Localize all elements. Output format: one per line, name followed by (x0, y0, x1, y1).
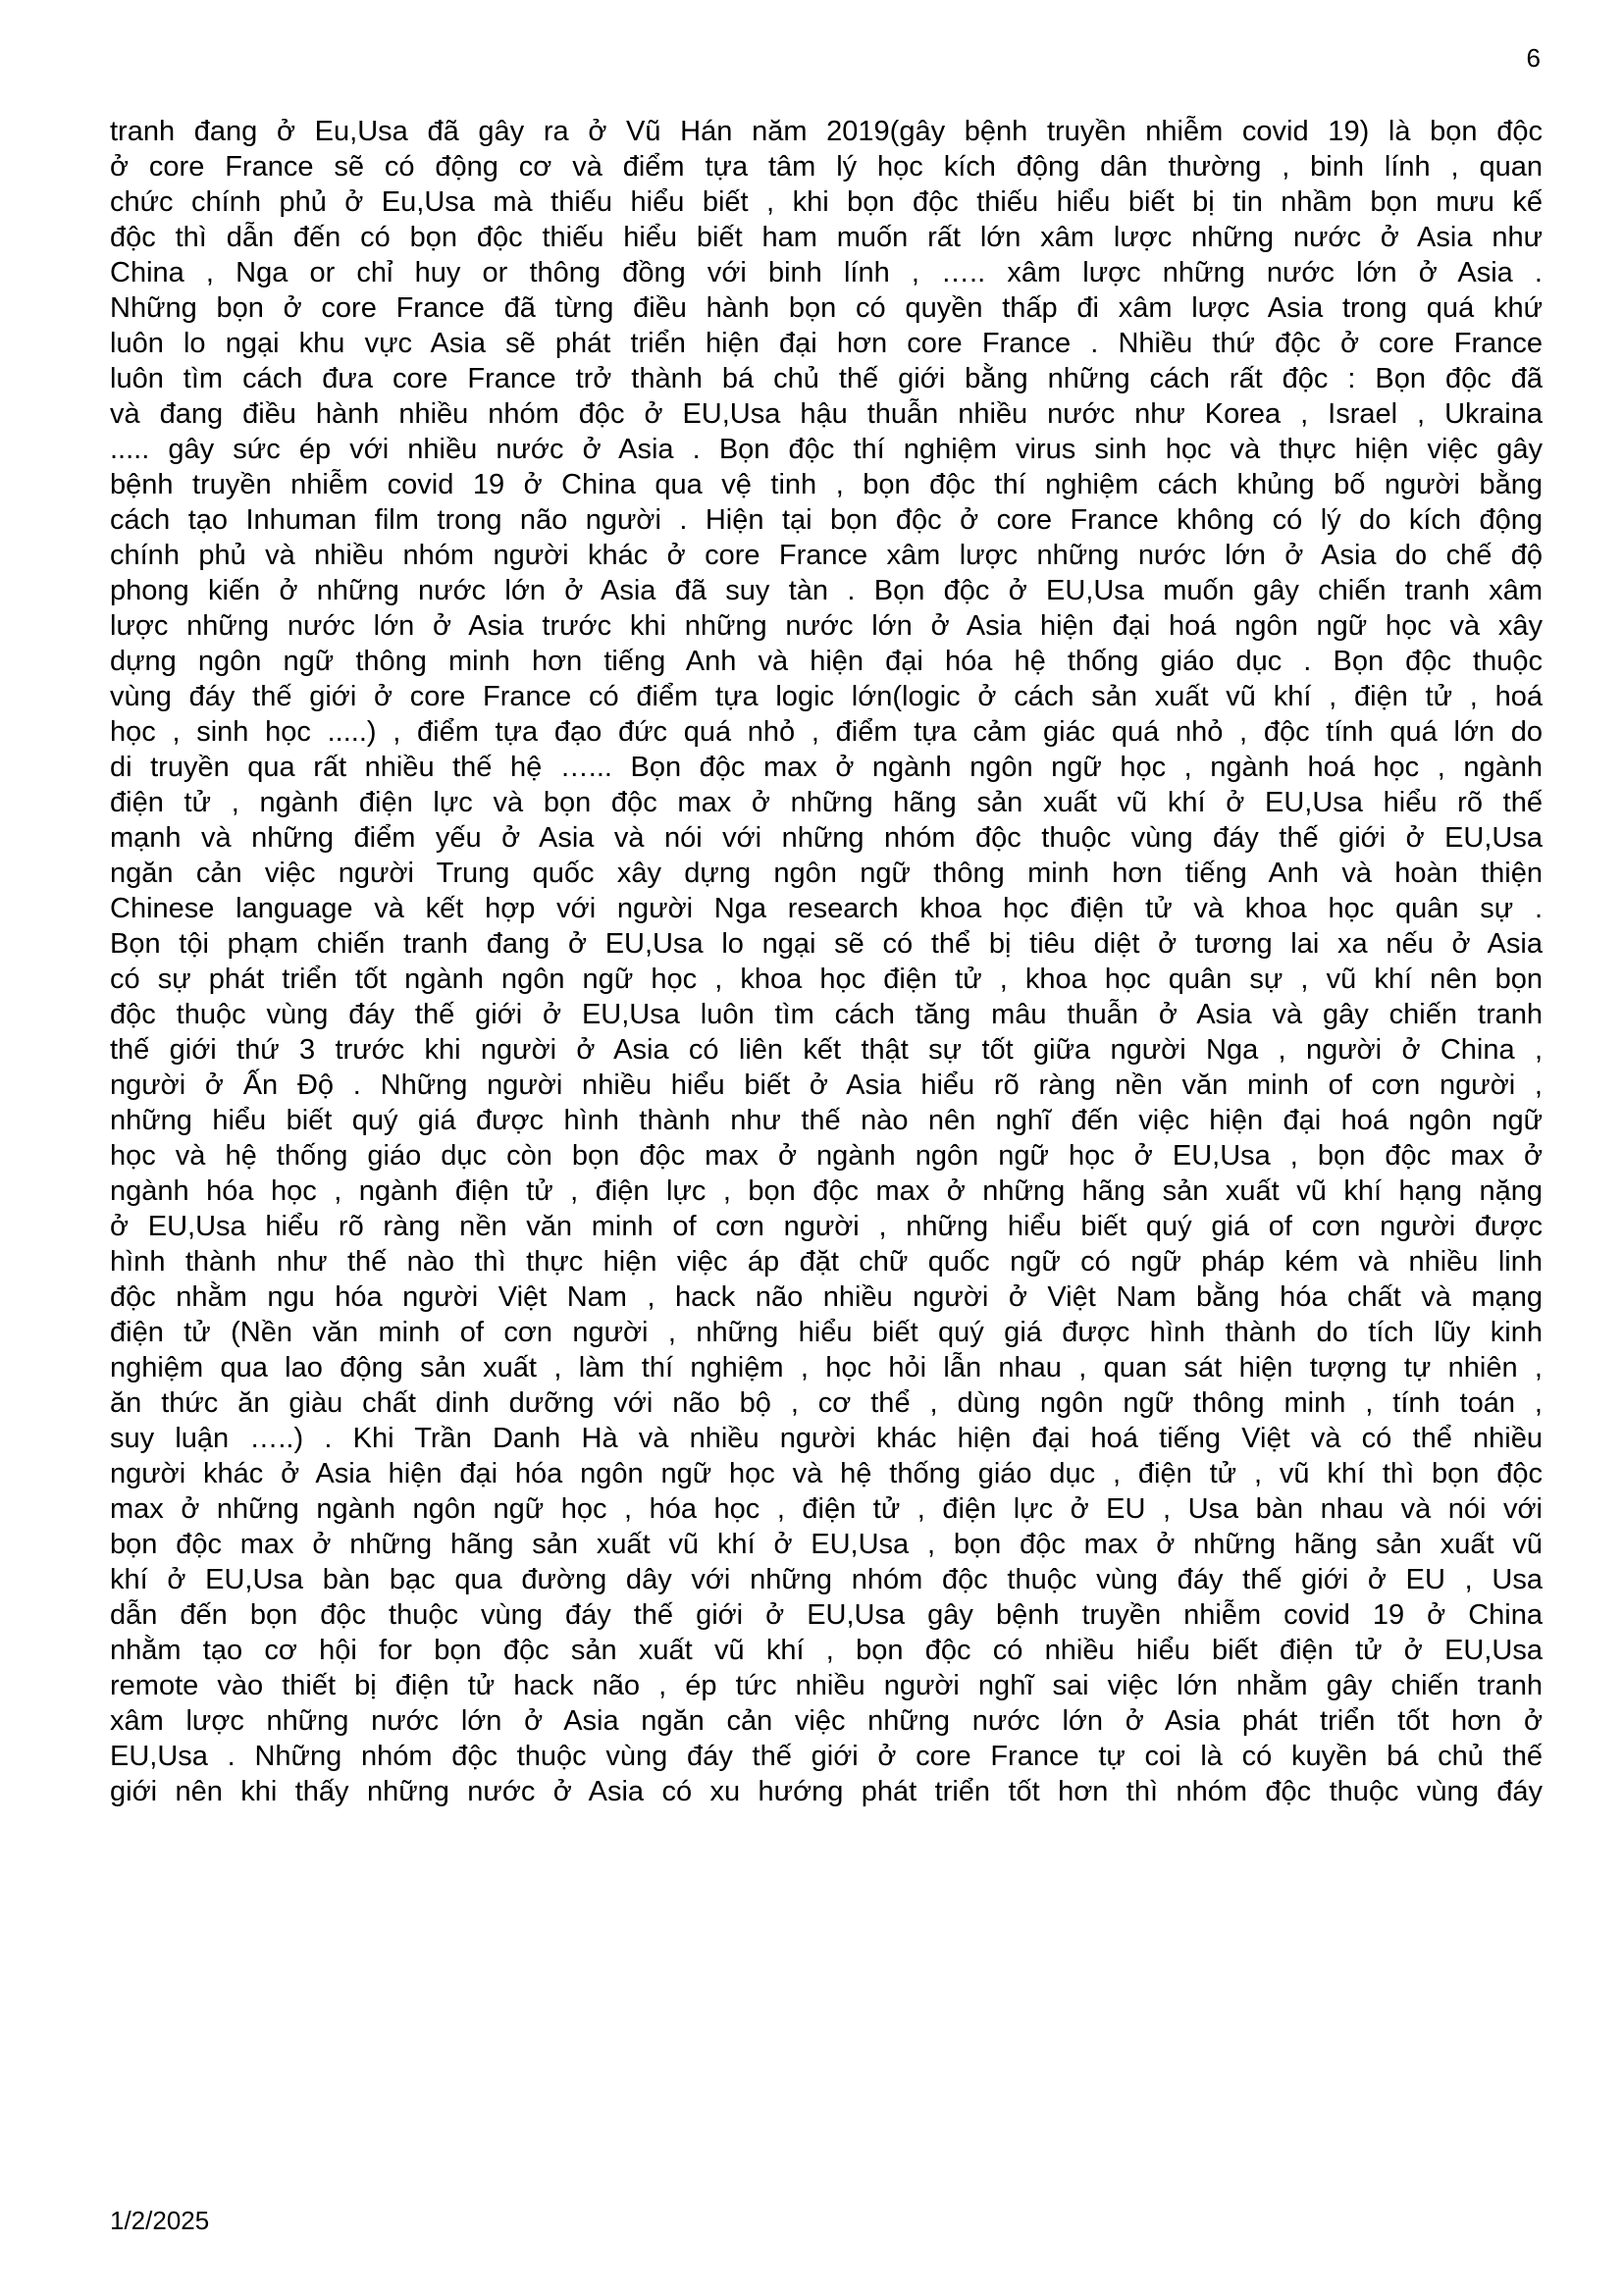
text-line: chính phủ và nhiều nhóm người khác ở core France xâm lược những nước lớn ở Asia do chế độ (110, 540, 1543, 571)
text-line: ăn thức ăn giàu chất dinh dưỡng với não bộ , cơ thể , dùng ngôn ngữ thông minh , tính toán , (110, 1387, 1543, 1419)
text-line: độc thuộc vùng đáy thế giới ở EU,Usa luôn tìm cách tăng mâu thuẫn ở Asia và gây chiến tranh (110, 999, 1543, 1030)
text-line: tranh đang ở Eu,Usa đã gây ra ở Vũ Hán năm 2019(gây bệnh truyền nhiễm covid 19) là bọn độc (110, 116, 1543, 147)
text-line: ở core France sẽ có động cơ và điểm tựa tâm lý học kích động dân thường , binh lính , quan (110, 151, 1543, 183)
text-line: bệnh truyền nhiễm covid 19 ở China qua vệ tinh , bọn độc thí nghiệm cách khủng bố người bằng (110, 469, 1543, 500)
text-line: điện tử (Nền văn minh of cơn người , những hiểu biết quý giá được hình thành do tích lũy kinh (110, 1317, 1543, 1348)
text-line: Chinese language và kết hợp với người Nga research khoa học điện tử và khoa học quân sự . (110, 893, 1543, 924)
text-line: nghiệm qua lao động sản xuất , làm thí nghiệm , học hỏi lẫn nhau , quan sát hiện tượng tự nhiên , (110, 1352, 1543, 1383)
text-line: cách tạo Inhuman film trong não người . Hiện tại bọn độc ở core France không có lý do kích động (110, 504, 1543, 536)
text-line: hình thành như thế nào thì thực hiện việc áp đặt chữ quốc ngữ có ngữ pháp kém và nhiều linh (110, 1246, 1543, 1278)
text-line: China , Nga or chỉ huy or thông đồng với binh lính , ….. xâm lược những nước lớn ở Asia . (110, 257, 1543, 288)
text-line: mạnh và những điểm yếu ở Asia và nói với những nhóm độc thuộc vùng đáy thế giới ở EU,Usa (110, 822, 1543, 854)
text-line: Những bọn ở core France đã từng điều hành bọn có quyền thấp đi xâm lược Asia trong quá khứ (110, 292, 1543, 324)
text-line: vùng đáy thế giới ở core France có điểm tựa logic lớn(logic ở cách sản xuất vũ khí , điện tử , hoá (110, 681, 1543, 712)
text-line: học , sinh học .....) , điểm tựa đạo đức quá nhỏ , điểm tựa cảm giác quá nhỏ , độc tính quá lớn do (110, 716, 1543, 748)
text-line: giới nên khi thấy những nước ở Asia có xu hướng phát triển tốt hơn thì nhóm độc thuộc vùng đáy (110, 1776, 1543, 1807)
text-line: thế giới thứ 3 trước khi người ở Asia có liên kết thật sự tốt giữa người Nga , người ở China , (110, 1034, 1543, 1066)
page-date: 1/2/2025 (110, 2206, 210, 2235)
text-line: người ở Ấn Độ . Những người nhiều hiểu biết ở Asia hiểu rõ ràng nền văn minh of cơn người , (110, 1070, 1543, 1101)
text-line: độc nhằm ngu hóa người Việt Nam , hack não nhiều người ở Việt Nam bằng hóa chất và mạng (110, 1281, 1543, 1313)
text-line: nhằm tạo cơ hội for bọn độc sản xuất vũ khí , bọn độc có nhiều hiểu biết điện tử ở EU,Usa (110, 1635, 1543, 1666)
text-line: có sự phát triển tốt ngành ngôn ngữ học , khoa học điện tử , khoa học quân sự , vũ khí nên bọn (110, 964, 1543, 995)
text-line: suy luận …..) . Khi Trần Danh Hà và nhiều người khác hiện đại hoá tiếng Việt và có thể nhiều (110, 1423, 1543, 1454)
text-line: luôn lo ngại khu vực Asia sẽ phát triển hiện đại hơn core France . Nhiều thứ độc ở core France (110, 328, 1543, 359)
text-line: dựng ngôn ngữ thông minh hơn tiếng Anh và hiện đại hóa hệ thống giáo dục . Bọn độc thuộc (110, 646, 1543, 677)
text-line: lược những nước lớn ở Asia trước khi những nước lớn ở Asia hiện đại hoá ngôn ngữ học và xây (110, 610, 1543, 642)
text-line: phong kiến ở những nước lớn ở Asia đã suy tàn . Bọn độc ở EU,Usa muốn gây chiến tranh xâm (110, 575, 1543, 606)
text-line: max ở những ngành ngôn ngữ học , hóa học , điện tử , điện lực ở EU , Usa bàn nhau và nói với (110, 1493, 1543, 1525)
text-line: ngăn cản việc người Trung quốc xây dựng ngôn ngữ thông minh hơn tiếng Anh và hoàn thiện (110, 858, 1543, 889)
text-line: học và hệ thống giáo dục còn bọn độc max ở ngành ngôn ngữ học ở EU,Usa , bọn độc max ở (110, 1140, 1543, 1172)
text-line: ngành hóa học , ngành điện tử , điện lực , bọn độc max ở những hãng sản xuất vũ khí hạng nặng (110, 1175, 1543, 1207)
text-line: ..... gây sức ép với nhiều nước ở Asia . Bọn độc thí nghiệm virus sinh học và thực hiện việc gây (110, 434, 1543, 465)
body-text (110, 114, 1543, 1809)
text-line: EU,Usa . Những nhóm độc thuộc vùng đáy thế giới ở core France tự coi là có kuyền bá chủ thế (110, 1741, 1543, 1772)
text-line: độc thì dẫn đến có bọn độc thiếu hiểu biết ham muốn rất lớn xâm lược những nước ở Asia như (110, 222, 1543, 253)
text-line: ở EU,Usa hiểu rõ ràng nền văn minh of cơn người , những hiểu biết quý giá of cơn người được (110, 1211, 1543, 1242)
text-line: Bọn tội phạm chiến tranh đang ở EU,Usa lo ngại sẽ có thể bị tiêu diệt ở tương lai xa nếu ở Asia (110, 928, 1543, 960)
text-line: khí ở EU,Usa bàn bạc qua đường dây với những nhóm độc thuộc vùng đáy thế giới ở EU , Usa (110, 1564, 1543, 1595)
text-line: bọn độc max ở những hãng sản xuất vũ khí ở EU,Usa , bọn độc max ở những hãng sản xuất vũ (110, 1529, 1543, 1560)
text-line: luôn tìm cách đưa core France trở thành bá chủ thế giới bằng những cách rất độc : Bọn độc đã (110, 363, 1543, 394)
text-line: chức chính phủ ở Eu,Usa mà thiếu hiểu biết , khi bọn độc thiếu hiểu biết bị tin nhầm bọn mưu kế (110, 186, 1543, 218)
text-line: người khác ở Asia hiện đại hóa ngôn ngữ học và hệ thống giáo dục , điện tử , vũ khí thì bọn độc (110, 1458, 1543, 1489)
text-line: điện tử , ngành điện lực và bọn độc max ở những hãng sản xuất vũ khí ở EU,Usa hiểu rõ thế (110, 787, 1543, 818)
text-line: remote vào thiết bị điện tử hack não , ép tức nhiều người nghĩ sai việc lớn nhằm gây chiến tranh (110, 1670, 1543, 1701)
text-line: dẫn đến bọn độc thuộc vùng đáy thế giới ở EU,Usa gây bệnh truyền nhiễm covid 19 ở China (110, 1599, 1543, 1631)
text-line: và đang điều hành nhiều nhóm độc ở EU,Usa hậu thuẫn nhiều nước như Korea , Israel , Ukraina (110, 398, 1543, 430)
page-number: 6 (1526, 43, 1541, 73)
text-line: những hiểu biết quý giá được hình thành như thế nào nên nghĩ đến việc hiện đại hoá ngôn ngữ (110, 1105, 1543, 1136)
text-line: xâm lược những nước lớn ở Asia ngăn cản việc những nước lớn ở Asia phát triển tốt hơn ở (110, 1705, 1543, 1737)
text-line: di truyền qua rất nhiều thế hệ …... Bọn độc max ở ngành ngôn ngữ học , ngành hoá học , ngành (110, 752, 1543, 783)
